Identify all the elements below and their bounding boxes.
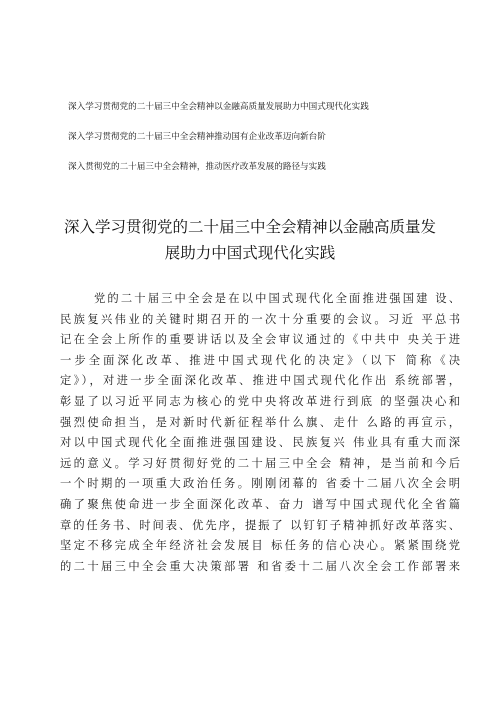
- article-title-line-1: 深入学习贯彻党的二十届三中全会精神以金融高质量发: [63, 218, 436, 236]
- body-line: 党的二十届三中全会是在以中国式现代化全面推进强国建 设、: [94, 292, 460, 305]
- body-line: 章的任务书、时间表、优先序，提振了 以钉钉子精神抓好改革落实、: [60, 518, 460, 532]
- toc-item[interactable]: 深入学习贯彻党的二十届三中全会精神推动国有企业改革迈向新台阶: [68, 132, 326, 142]
- body-line: 一步全面深化改革、推进中国式现代化的决定》（以下 简称《决: [60, 353, 460, 367]
- body-line: 彰显了以习近平同志为核心的党中央将改革进行到底 的坚强决心和: [60, 394, 460, 408]
- body-line: 定》），对进一步全面深化改革、推进中国式现代化作出 系统部署，: [60, 374, 460, 388]
- article-body: [60, 289, 460, 577]
- table-of-contents: [68, 100, 468, 190]
- article-title-line-2: 展助力中国式现代化实践: [164, 244, 336, 262]
- article-title: [40, 214, 460, 266]
- body-line: 强烈使命担当，是对新时代新征程举什么旗、走什 么路的再宣示，: [60, 415, 460, 429]
- body-line: 坚定不移完成全年经济社会发展目 标任务的信心决心。紧紧围绕党: [60, 539, 460, 553]
- toc-item[interactable]: 深入学习贯彻党的二十届三中全会精神以金融高质量发展助力中国式现代化实践: [68, 102, 369, 112]
- body-line: 远的意义。学习好贯彻好党的二十届三中全会 精神，是当前和今后: [60, 456, 460, 470]
- body-line: 记在全会上所作的重要讲话以及全会审议通过的《中共中 央关于进: [60, 333, 460, 347]
- body-line: 民族复兴伟业的关键时期召开的一次十分重要的会议。习近 平总书: [60, 312, 460, 326]
- body-line: 对以中国式现代化全面推进强国建设、民族复兴 伟业具有重大而深: [60, 436, 460, 450]
- toc-item[interactable]: 深入贯彻党的二十届三中全会精神，推动医疗改革发展的路径与实践: [68, 162, 326, 172]
- body-line: 一个时期的一项重大政治任务。刚刚闭幕的 省委十二届八次全会明: [60, 477, 460, 491]
- body-line: 确了聚焦使命进一步全面深化改革、奋力 谱写中国式现代化全省篇: [60, 497, 460, 511]
- body-line: 的二十届三中全会重大决策部署 和省委十二届八次全会工作部署来: [60, 559, 460, 573]
